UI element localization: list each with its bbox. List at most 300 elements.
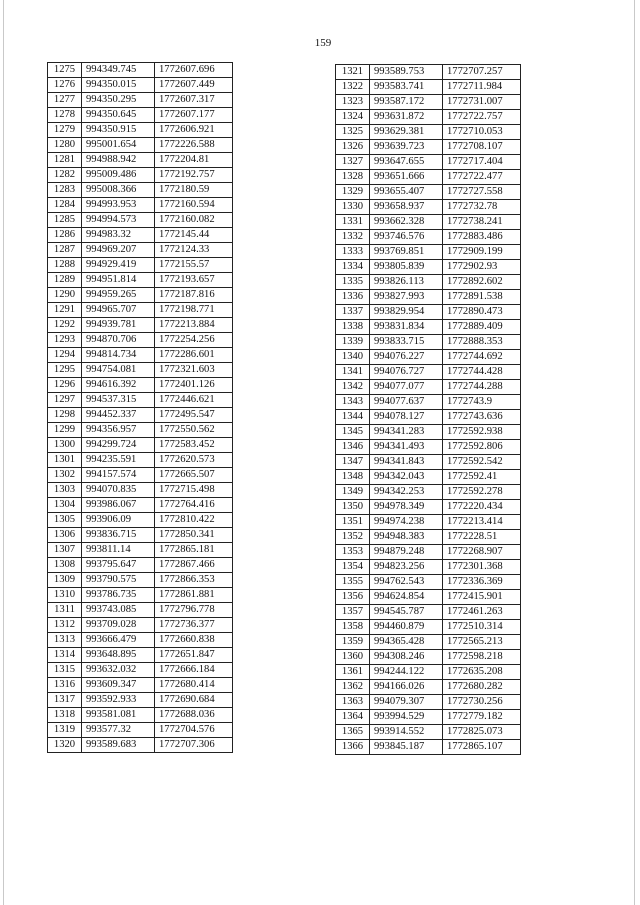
x-coordinate-cell: 993833.715 — [370, 335, 443, 350]
x-coordinate-cell: 994616.392 — [82, 378, 155, 393]
y-coordinate-cell: 1772730.256 — [443, 695, 521, 710]
y-coordinate-cell: 1772592.278 — [443, 485, 521, 500]
point-number-cell: 1321 — [336, 65, 370, 80]
point-number-cell: 1293 — [48, 333, 82, 348]
left-margin-line — [3, 0, 4, 905]
point-number-cell: 1319 — [48, 723, 82, 738]
table-row — [48, 63, 233, 78]
table-row — [336, 455, 521, 470]
point-number-cell: 1360 — [336, 650, 370, 665]
point-number-cell: 1295 — [48, 363, 82, 378]
table-row — [48, 468, 233, 483]
x-coordinate-cell: 994350.015 — [82, 78, 155, 93]
table-row — [48, 723, 233, 738]
y-coordinate-cell: 1772607.449 — [155, 78, 233, 93]
table-row — [336, 635, 521, 650]
point-number-cell: 1278 — [48, 108, 82, 123]
point-number-cell: 1342 — [336, 380, 370, 395]
table-row — [48, 408, 233, 423]
table-row — [336, 725, 521, 740]
x-coordinate-cell: 994341.493 — [370, 440, 443, 455]
y-coordinate-cell: 1772187.816 — [155, 288, 233, 303]
y-coordinate-cell: 1772660.838 — [155, 633, 233, 648]
table-row — [48, 558, 233, 573]
point-number-cell: 1309 — [48, 573, 82, 588]
x-coordinate-cell: 994077.637 — [370, 395, 443, 410]
y-coordinate-cell: 1772736.377 — [155, 618, 233, 633]
x-coordinate-cell: 993831.834 — [370, 320, 443, 335]
x-coordinate-cell: 994965.707 — [82, 303, 155, 318]
point-number-cell: 1345 — [336, 425, 370, 440]
x-coordinate-cell: 994079.307 — [370, 695, 443, 710]
point-number-cell: 1276 — [48, 78, 82, 93]
y-coordinate-cell: 1772779.182 — [443, 710, 521, 725]
x-coordinate-cell: 993994.529 — [370, 710, 443, 725]
table-row — [336, 290, 521, 305]
point-number-cell: 1291 — [48, 303, 82, 318]
y-coordinate-cell: 1772226.588 — [155, 138, 233, 153]
point-number-cell: 1333 — [336, 245, 370, 260]
table-row — [336, 395, 521, 410]
y-coordinate-cell: 1772607.696 — [155, 63, 233, 78]
y-coordinate-cell: 1772680.282 — [443, 680, 521, 695]
point-number-cell: 1339 — [336, 335, 370, 350]
x-coordinate-cell: 994078.127 — [370, 410, 443, 425]
table-row — [48, 603, 233, 618]
x-coordinate-cell: 993769.851 — [370, 245, 443, 260]
y-coordinate-cell: 1772738.241 — [443, 215, 521, 230]
table-row — [336, 185, 521, 200]
x-coordinate-cell: 994879.248 — [370, 545, 443, 560]
y-coordinate-cell: 1772254.256 — [155, 333, 233, 348]
table-row — [48, 483, 233, 498]
x-coordinate-cell: 994823.256 — [370, 560, 443, 575]
y-coordinate-cell: 1772891.538 — [443, 290, 521, 305]
x-coordinate-cell: 993648.895 — [82, 648, 155, 663]
y-coordinate-cell: 1772665.507 — [155, 468, 233, 483]
point-number-cell: 1322 — [336, 80, 370, 95]
y-coordinate-cell: 1772583.452 — [155, 438, 233, 453]
point-number-cell: 1299 — [48, 423, 82, 438]
point-number-cell: 1307 — [48, 543, 82, 558]
table-row — [336, 305, 521, 320]
x-coordinate-cell: 993829.954 — [370, 305, 443, 320]
y-coordinate-cell: 1772710.053 — [443, 125, 521, 140]
y-coordinate-cell: 1772401.126 — [155, 378, 233, 393]
y-coordinate-cell: 1772607.177 — [155, 108, 233, 123]
table-row — [48, 288, 233, 303]
x-coordinate-cell: 994545.787 — [370, 605, 443, 620]
x-coordinate-cell: 994929.419 — [82, 258, 155, 273]
y-coordinate-cell: 1772155.57 — [155, 258, 233, 273]
point-number-cell: 1294 — [48, 348, 82, 363]
y-coordinate-cell: 1772810.422 — [155, 513, 233, 528]
x-coordinate-cell: 994978.349 — [370, 500, 443, 515]
point-number-cell: 1332 — [336, 230, 370, 245]
table-row — [48, 393, 233, 408]
x-coordinate-cell: 994350.915 — [82, 123, 155, 138]
table-row — [48, 678, 233, 693]
y-coordinate-cell: 1772620.573 — [155, 453, 233, 468]
x-coordinate-cell: 994076.727 — [370, 365, 443, 380]
y-coordinate-cell: 1772732.78 — [443, 200, 521, 215]
table-row — [48, 348, 233, 363]
x-coordinate-cell: 994983.32 — [82, 228, 155, 243]
y-coordinate-cell: 1772592.806 — [443, 440, 521, 455]
point-number-cell: 1285 — [48, 213, 82, 228]
table-row — [336, 260, 521, 275]
y-coordinate-cell: 1772550.562 — [155, 423, 233, 438]
x-coordinate-cell: 994342.253 — [370, 485, 443, 500]
table-row — [336, 275, 521, 290]
y-coordinate-cell: 1772764.416 — [155, 498, 233, 513]
x-coordinate-cell: 994076.227 — [370, 350, 443, 365]
table-row — [48, 318, 233, 333]
y-coordinate-cell: 1772592.41 — [443, 470, 521, 485]
x-coordinate-cell: 993662.328 — [370, 215, 443, 230]
point-number-cell: 1284 — [48, 198, 82, 213]
y-coordinate-cell: 1772796.778 — [155, 603, 233, 618]
table-row — [336, 605, 521, 620]
x-coordinate-cell: 994959.265 — [82, 288, 155, 303]
table-row — [336, 365, 521, 380]
x-coordinate-cell: 993746.576 — [370, 230, 443, 245]
y-coordinate-cell: 1772909.199 — [443, 245, 521, 260]
table-row — [48, 528, 233, 543]
table-row — [48, 183, 233, 198]
table-row — [336, 140, 521, 155]
point-number-cell: 1298 — [48, 408, 82, 423]
table-row — [48, 693, 233, 708]
x-coordinate-cell: 995009.486 — [82, 168, 155, 183]
y-coordinate-cell: 1772180.59 — [155, 183, 233, 198]
right-margin-line — [634, 0, 635, 905]
coordinate-table-left — [47, 62, 233, 753]
point-number-cell: 1283 — [48, 183, 82, 198]
table-row — [48, 663, 233, 678]
point-number-cell: 1280 — [48, 138, 82, 153]
y-coordinate-cell: 1772722.757 — [443, 110, 521, 125]
table-row — [336, 440, 521, 455]
table-row — [336, 335, 521, 350]
x-coordinate-cell: 994244.122 — [370, 665, 443, 680]
y-coordinate-cell: 1772446.621 — [155, 393, 233, 408]
point-number-cell: 1336 — [336, 290, 370, 305]
y-coordinate-cell: 1772722.477 — [443, 170, 521, 185]
table-row — [48, 513, 233, 528]
x-coordinate-cell: 993795.647 — [82, 558, 155, 573]
page-number: 159 — [314, 37, 332, 49]
y-coordinate-cell: 1772213.414 — [443, 515, 521, 530]
x-coordinate-cell: 993906.09 — [82, 513, 155, 528]
x-coordinate-cell: 993581.081 — [82, 708, 155, 723]
point-number-cell: 1306 — [48, 528, 82, 543]
point-number-cell: 1347 — [336, 455, 370, 470]
x-coordinate-cell: 993743.085 — [82, 603, 155, 618]
y-coordinate-cell: 1772690.684 — [155, 693, 233, 708]
y-coordinate-cell: 1772744.288 — [443, 380, 521, 395]
y-coordinate-cell: 1772321.603 — [155, 363, 233, 378]
y-coordinate-cell: 1772867.466 — [155, 558, 233, 573]
y-coordinate-cell: 1772286.601 — [155, 348, 233, 363]
y-coordinate-cell: 1772204.81 — [155, 153, 233, 168]
y-coordinate-cell: 1772866.353 — [155, 573, 233, 588]
x-coordinate-cell: 993811.14 — [82, 543, 155, 558]
point-number-cell: 1290 — [48, 288, 82, 303]
point-number-cell: 1351 — [336, 515, 370, 530]
table-row — [48, 108, 233, 123]
x-coordinate-cell: 995001.654 — [82, 138, 155, 153]
point-number-cell: 1357 — [336, 605, 370, 620]
x-coordinate-cell: 993592.933 — [82, 693, 155, 708]
x-coordinate-cell: 994993.953 — [82, 198, 155, 213]
point-number-cell: 1303 — [48, 483, 82, 498]
point-number-cell: 1361 — [336, 665, 370, 680]
x-coordinate-cell: 994341.843 — [370, 455, 443, 470]
y-coordinate-cell: 1772707.306 — [155, 738, 233, 753]
x-coordinate-cell: 993631.872 — [370, 110, 443, 125]
x-coordinate-cell: 994460.879 — [370, 620, 443, 635]
x-coordinate-cell: 993629.381 — [370, 125, 443, 140]
point-number-cell: 1302 — [48, 468, 82, 483]
point-number-cell: 1363 — [336, 695, 370, 710]
x-coordinate-cell: 993666.479 — [82, 633, 155, 648]
y-coordinate-cell: 1772651.847 — [155, 648, 233, 663]
point-number-cell: 1362 — [336, 680, 370, 695]
coordinate-table-right — [335, 64, 521, 755]
table-row — [336, 500, 521, 515]
y-coordinate-cell: 1772415.901 — [443, 590, 521, 605]
y-coordinate-cell: 1772865.107 — [443, 740, 521, 755]
table-row — [48, 648, 233, 663]
x-coordinate-cell: 994452.337 — [82, 408, 155, 423]
x-coordinate-cell: 993577.32 — [82, 723, 155, 738]
table-row — [48, 573, 233, 588]
point-number-cell: 1318 — [48, 708, 82, 723]
table-row — [336, 710, 521, 725]
table-row — [336, 410, 521, 425]
y-coordinate-cell: 1772606.921 — [155, 123, 233, 138]
x-coordinate-cell: 994994.573 — [82, 213, 155, 228]
y-coordinate-cell: 1772495.547 — [155, 408, 233, 423]
x-coordinate-cell: 993986.067 — [82, 498, 155, 513]
y-coordinate-cell: 1772892.602 — [443, 275, 521, 290]
x-coordinate-cell: 993658.937 — [370, 200, 443, 215]
point-number-cell: 1288 — [48, 258, 82, 273]
y-coordinate-cell: 1772902.93 — [443, 260, 521, 275]
x-coordinate-cell: 993790.575 — [82, 573, 155, 588]
table-row — [48, 738, 233, 753]
y-coordinate-cell: 1772888.353 — [443, 335, 521, 350]
point-number-cell: 1313 — [48, 633, 82, 648]
table-row — [48, 213, 233, 228]
point-number-cell: 1296 — [48, 378, 82, 393]
table-row — [48, 228, 233, 243]
table-row — [48, 543, 233, 558]
point-number-cell: 1364 — [336, 710, 370, 725]
point-number-cell: 1282 — [48, 168, 82, 183]
table-row — [48, 438, 233, 453]
x-coordinate-cell: 993655.407 — [370, 185, 443, 200]
point-number-cell: 1320 — [48, 738, 82, 753]
table-row — [336, 170, 521, 185]
x-coordinate-cell: 993609.347 — [82, 678, 155, 693]
point-number-cell: 1305 — [48, 513, 82, 528]
x-coordinate-cell: 994969.207 — [82, 243, 155, 258]
y-coordinate-cell: 1772717.404 — [443, 155, 521, 170]
table-row — [336, 95, 521, 110]
y-coordinate-cell: 1772889.409 — [443, 320, 521, 335]
x-coordinate-cell: 994814.734 — [82, 348, 155, 363]
x-coordinate-cell: 994157.574 — [82, 468, 155, 483]
point-number-cell: 1337 — [336, 305, 370, 320]
table-row — [336, 695, 521, 710]
table-row — [48, 708, 233, 723]
point-number-cell: 1343 — [336, 395, 370, 410]
table-row — [48, 633, 233, 648]
point-number-cell: 1328 — [336, 170, 370, 185]
point-number-cell: 1327 — [336, 155, 370, 170]
x-coordinate-cell: 993845.187 — [370, 740, 443, 755]
x-coordinate-cell: 993914.552 — [370, 725, 443, 740]
x-coordinate-cell: 994948.383 — [370, 530, 443, 545]
table-row — [48, 273, 233, 288]
y-coordinate-cell: 1772704.576 — [155, 723, 233, 738]
y-coordinate-cell: 1772193.657 — [155, 273, 233, 288]
x-coordinate-cell: 994870.706 — [82, 333, 155, 348]
y-coordinate-cell: 1772825.073 — [443, 725, 521, 740]
table-row — [48, 453, 233, 468]
table-row — [48, 93, 233, 108]
x-coordinate-cell: 994349.745 — [82, 63, 155, 78]
point-number-cell: 1330 — [336, 200, 370, 215]
point-number-cell: 1289 — [48, 273, 82, 288]
y-coordinate-cell: 1772707.257 — [443, 65, 521, 80]
x-coordinate-cell: 994235.591 — [82, 453, 155, 468]
table-row — [336, 155, 521, 170]
point-number-cell: 1316 — [48, 678, 82, 693]
x-coordinate-cell: 994299.724 — [82, 438, 155, 453]
table-row — [48, 333, 233, 348]
x-coordinate-cell: 994308.246 — [370, 650, 443, 665]
table-row — [48, 138, 233, 153]
table-row — [48, 588, 233, 603]
table-row — [336, 230, 521, 245]
x-coordinate-cell: 993632.032 — [82, 663, 155, 678]
y-coordinate-cell: 1772160.082 — [155, 213, 233, 228]
y-coordinate-cell: 1772213.884 — [155, 318, 233, 333]
table-row — [48, 363, 233, 378]
table-row — [336, 515, 521, 530]
table-row — [336, 530, 521, 545]
table-row — [48, 423, 233, 438]
x-coordinate-cell: 994166.026 — [370, 680, 443, 695]
table-row — [48, 378, 233, 393]
y-coordinate-cell: 1772160.594 — [155, 198, 233, 213]
x-coordinate-cell: 993786.735 — [82, 588, 155, 603]
point-number-cell: 1300 — [48, 438, 82, 453]
table-row — [336, 575, 521, 590]
point-number-cell: 1275 — [48, 63, 82, 78]
table-row — [336, 590, 521, 605]
table-row — [336, 560, 521, 575]
point-number-cell: 1317 — [48, 693, 82, 708]
table-row — [336, 80, 521, 95]
point-number-cell: 1352 — [336, 530, 370, 545]
y-coordinate-cell: 1772268.907 — [443, 545, 521, 560]
table-row — [48, 123, 233, 138]
table-row — [336, 320, 521, 335]
table-row — [48, 243, 233, 258]
x-coordinate-cell: 993589.753 — [370, 65, 443, 80]
point-number-cell: 1315 — [48, 663, 82, 678]
table-row — [336, 470, 521, 485]
y-coordinate-cell: 1772680.414 — [155, 678, 233, 693]
table-row — [336, 665, 521, 680]
y-coordinate-cell: 1772198.771 — [155, 303, 233, 318]
x-coordinate-cell: 994356.957 — [82, 423, 155, 438]
y-coordinate-cell: 1772635.208 — [443, 665, 521, 680]
x-coordinate-cell: 993583.741 — [370, 80, 443, 95]
point-number-cell: 1314 — [48, 648, 82, 663]
x-coordinate-cell: 994762.543 — [370, 575, 443, 590]
y-coordinate-cell: 1772744.428 — [443, 365, 521, 380]
point-number-cell: 1340 — [336, 350, 370, 365]
y-coordinate-cell: 1772228.51 — [443, 530, 521, 545]
table-row — [336, 680, 521, 695]
point-number-cell: 1356 — [336, 590, 370, 605]
x-coordinate-cell: 994077.077 — [370, 380, 443, 395]
x-coordinate-cell: 993826.113 — [370, 275, 443, 290]
table-row — [48, 168, 233, 183]
y-coordinate-cell: 1772598.218 — [443, 650, 521, 665]
table-row — [48, 198, 233, 213]
point-number-cell: 1292 — [48, 318, 82, 333]
y-coordinate-cell: 1772510.314 — [443, 620, 521, 635]
table-row — [48, 498, 233, 513]
table-row — [336, 200, 521, 215]
table-row — [48, 618, 233, 633]
point-number-cell: 1355 — [336, 575, 370, 590]
y-coordinate-cell: 1772715.498 — [155, 483, 233, 498]
table-row — [336, 65, 521, 80]
point-number-cell: 1329 — [336, 185, 370, 200]
table-row — [336, 110, 521, 125]
y-coordinate-cell: 1772592.938 — [443, 425, 521, 440]
y-coordinate-cell: 1772461.263 — [443, 605, 521, 620]
point-number-cell: 1301 — [48, 453, 82, 468]
y-coordinate-cell: 1772592.542 — [443, 455, 521, 470]
x-coordinate-cell: 994350.645 — [82, 108, 155, 123]
y-coordinate-cell: 1772666.184 — [155, 663, 233, 678]
y-coordinate-cell: 1772743.636 — [443, 410, 521, 425]
point-number-cell: 1346 — [336, 440, 370, 455]
x-coordinate-cell: 993805.839 — [370, 260, 443, 275]
point-number-cell: 1331 — [336, 215, 370, 230]
x-coordinate-cell: 994754.081 — [82, 363, 155, 378]
point-number-cell: 1277 — [48, 93, 82, 108]
table-row — [336, 425, 521, 440]
y-coordinate-cell: 1772145.44 — [155, 228, 233, 243]
y-coordinate-cell: 1772688.036 — [155, 708, 233, 723]
x-coordinate-cell: 993647.655 — [370, 155, 443, 170]
point-number-cell: 1335 — [336, 275, 370, 290]
point-number-cell: 1359 — [336, 635, 370, 650]
x-coordinate-cell: 993836.715 — [82, 528, 155, 543]
y-coordinate-cell: 1772708.107 — [443, 140, 521, 155]
y-coordinate-cell: 1772865.181 — [155, 543, 233, 558]
table-row — [336, 545, 521, 560]
